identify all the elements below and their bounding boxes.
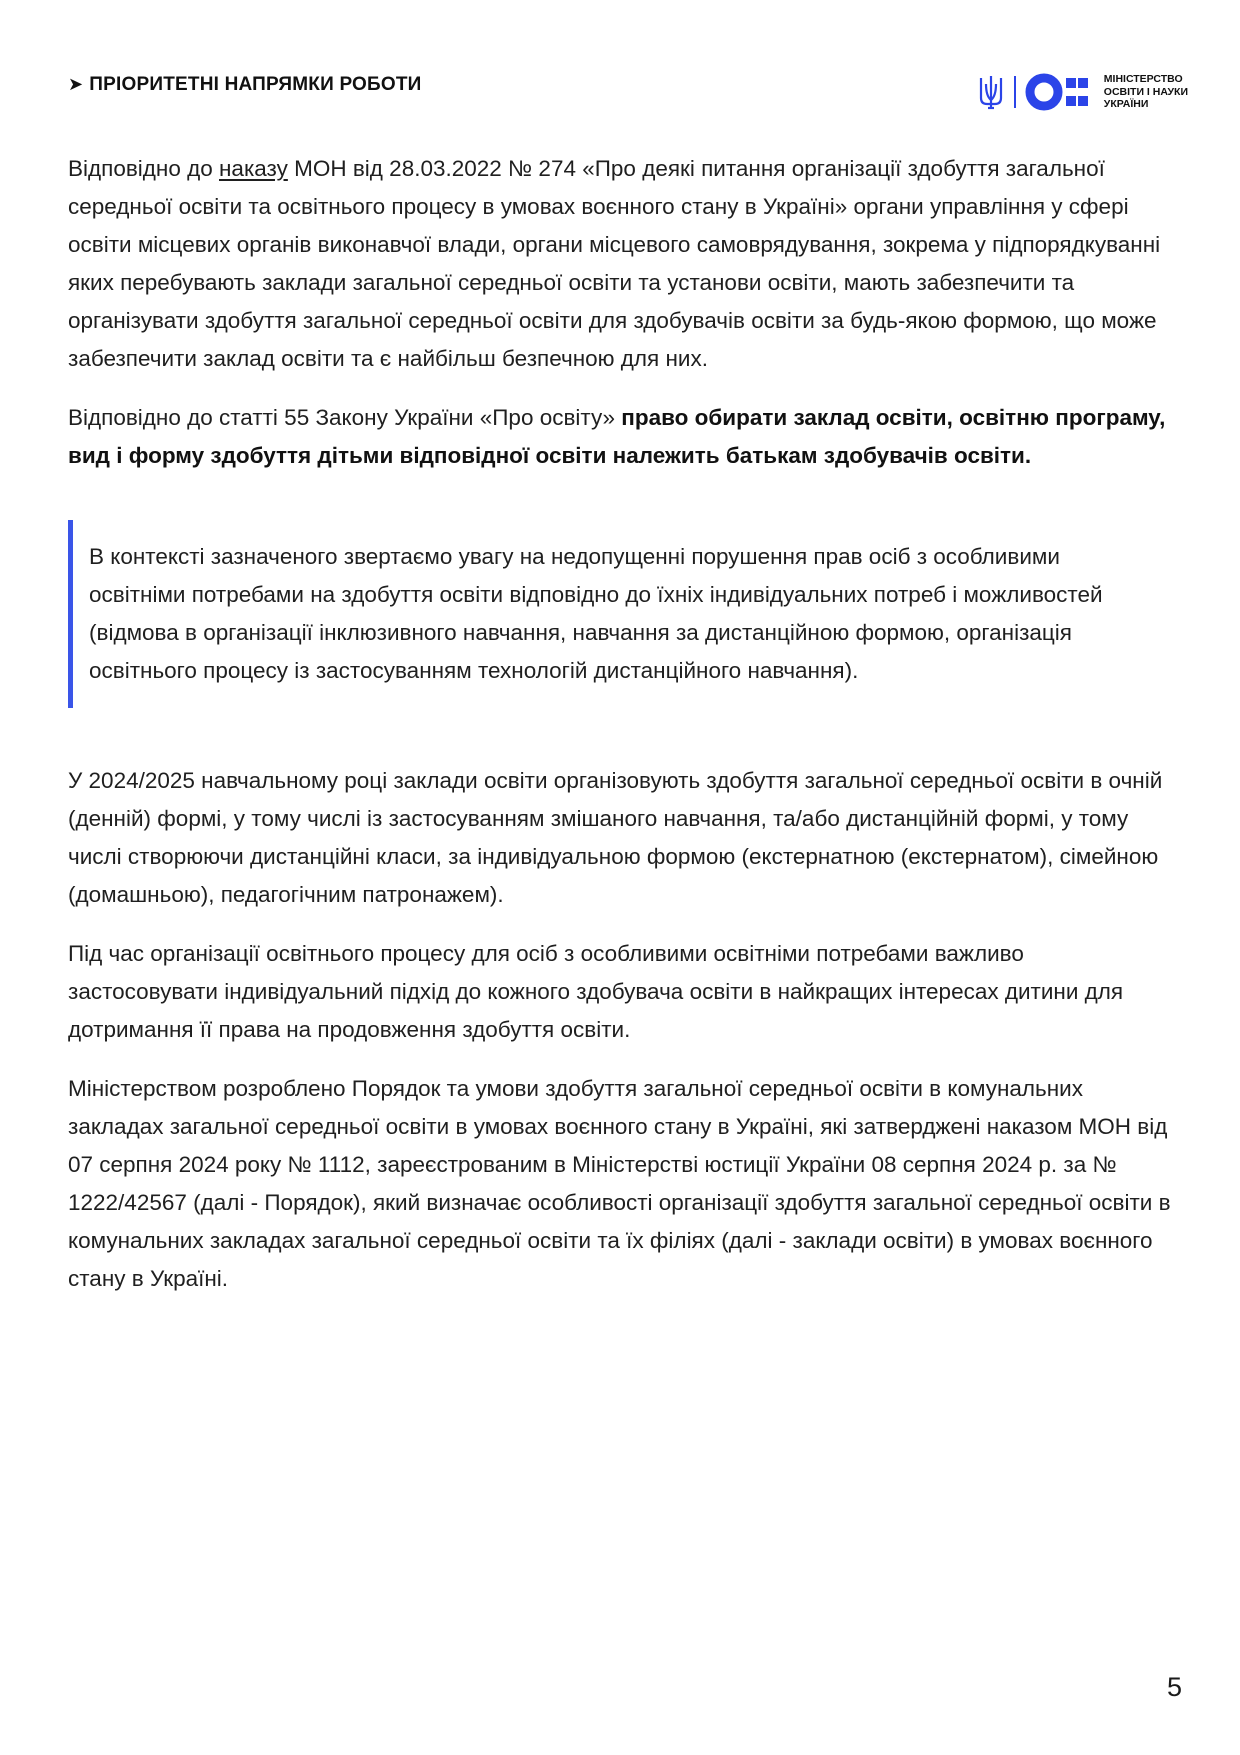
page-header xyxy=(68,70,1188,114)
paragraph-order-274 xyxy=(68,150,1178,378)
paragraph-school-year-forms: У 2024/2025 навчальному році заклади освіти організовують здобуття загальної середньої освіти в очній (денній) формі, у тому числі із застосуванням змішаного навчання, та/або дистанційній формі, у тому числі створюючи дистанційні класи, за індивідуальною формою (екстернатною (екстернатом), сімейною (домашньою), педагогічним патронажем). xyxy=(68,768,1163,907)
paragraph-procedure: Міністерством розроблено Порядок та умови здобуття загальної середньої освіти в комунальних закладах загальної середньої освіти в умовах воєнного стану в Україні, які затверджені наказом МОН від 07 серпня 2024 року № 1112, зареєстрованим в Міністерстві юстиції України 08 серпня 2024 р. за № 1222/42567 (далі - Порядок), який визначає особливості організації здобуття загальної середньої освіти в комунальних закладах загальної середньої освіти та їх філіях (далі - заклади освіти) в умовах воєнного стану в Україні. xyxy=(68,1076,1171,1291)
logo-line-3: УКРАЇНИ xyxy=(1103,98,1149,111)
section-label xyxy=(68,74,422,96)
ministry-logo xyxy=(978,70,1188,114)
page-number: 5 xyxy=(1166,1672,1182,1702)
logo-text xyxy=(1104,73,1188,111)
arrow-right-icon: ➤ xyxy=(68,74,84,94)
p2-text: Відповідно до статті 55 Закону України «Про освіту» xyxy=(68,405,622,430)
callout-block xyxy=(68,520,1178,708)
main-content xyxy=(68,150,1178,1319)
trident-and-mon-mark-icon xyxy=(978,70,1094,114)
logo-line-2: ОСВІТИ І НАУКИ xyxy=(1103,85,1188,98)
p1-text-end: МОН від 28.03.2022 № 274 «Про деякі питання організації здобуття загальної середньої освіти та освітнього процесу в умовах воєнного стану в Україні» органи управління у сфері освіти місцевих органів виконавчої влади, органи місцевого самоврядування, зокрема у підпорядкуванні яких перебувають заклади загальної середньої освіти та установи освіти, мають забезпечити та організувати здобуття загальної середньої освіти для здобувачів освіти за будь-якою формою, що може забезпечити заклад освіти та є найбільш безпечною для них. xyxy=(68,156,1161,371)
section-title: ПРІОРИТЕТНІ НАПРЯМКИ РОБОТИ xyxy=(89,74,422,95)
order-link[interactable]: наказу xyxy=(219,156,288,181)
logo-line-1: МІНІСТЕРСТВО xyxy=(1103,73,1183,86)
p2-bold-text: право обирати заклад освіти, освітню програму, вид і форму здобуття дітьми відповідної освіти належить батькам здобувачів освіти. xyxy=(68,405,1166,468)
paragraph-law-article-55 xyxy=(68,399,1178,475)
callout-text: В контексті зазначеного звертаємо увагу на недопущенні порушення прав осіб з особливими освітніми потребами на здобуття освіти відповідно до їхніх індивідуальних потреб і можливостей (відмова в організації інклюзивного навчання, навчання за дистанційною формою, організація освітнього процесу із застосуванням технологій дистанційного навчання). xyxy=(89,544,1103,683)
p1-text-start: Відповідно до xyxy=(68,156,219,181)
paragraph-individual-approach: Під час організації освітнього процесу для осіб з особливими освітніми потребами важливо застосовувати індивідуальний підхід до кожного здобувача освіти в найкращих інтересах дитини для дотримання її права на продовження здобуття освіти. xyxy=(68,941,1124,1042)
